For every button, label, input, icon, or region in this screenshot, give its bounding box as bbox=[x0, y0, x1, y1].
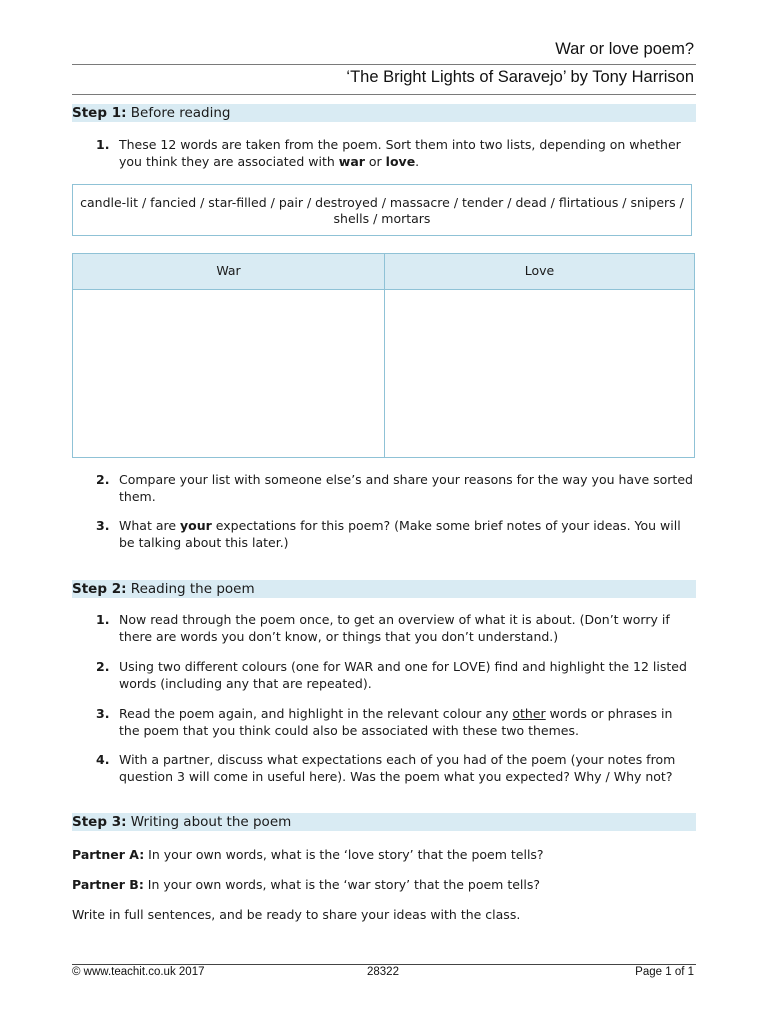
step-3-number: Step 3: bbox=[72, 814, 127, 830]
step-2-item-2 bbox=[96, 659, 696, 692]
item-text: What are your expectations for this poem? (Make some brief notes of your ideas. You will be talking about this later.) bbox=[119, 518, 681, 550]
column-divider bbox=[384, 289, 385, 457]
item-text: Now read through the poem once, to get an overview of what it is about. (Don’t worry if there are words you don’t know, or things that you don’t understand.) bbox=[119, 612, 670, 644]
item-number: 1. bbox=[96, 137, 110, 152]
page-title: War or love poem? bbox=[555, 40, 694, 58]
step-1-item-3 bbox=[96, 518, 696, 551]
item-text: Using two different colours (one for WAR and one for LOVE) find and highlight the 12 listed words (including any that are repeated). bbox=[119, 659, 687, 691]
step-2-heading bbox=[72, 580, 696, 598]
partner-a-prompt bbox=[72, 847, 696, 863]
footer-page-number: Page 1 of 1 bbox=[635, 966, 694, 978]
sorting-table bbox=[72, 253, 695, 458]
item-number: 3. bbox=[96, 706, 110, 721]
step-2-item-3 bbox=[96, 706, 696, 739]
step-1-heading bbox=[72, 104, 696, 122]
war-column-header: War bbox=[73, 254, 385, 290]
closing-instruction: Write in full sentences, and be ready to share your ideas with the class. bbox=[72, 907, 521, 922]
header-divider bbox=[72, 94, 696, 95]
partner-b-text: In your own words, what is the ‘war story’ that the poem tells? bbox=[143, 877, 541, 892]
step-1-item-2 bbox=[96, 472, 696, 505]
step-3-title: Writing about the poem bbox=[130, 814, 292, 830]
step-1-item-1 bbox=[96, 137, 696, 170]
partner-a-label: Partner A: bbox=[72, 847, 145, 862]
step-1-title: Before reading bbox=[130, 105, 231, 121]
footer-divider bbox=[72, 964, 696, 965]
item-text: These 12 words are taken from the poem. Sort them into two lists, depending on whether you think they are associated with war or love. bbox=[119, 137, 681, 169]
step-2-title: Reading the poem bbox=[130, 581, 255, 597]
step-2-item-4 bbox=[96, 752, 696, 785]
item-number: 3. bbox=[96, 518, 110, 533]
love-column-header: Love bbox=[385, 254, 694, 290]
word-list-box: candle-lit / fancied / star-filled / pair / destroyed / massacre / tender / dead / flirtatious / snipers / shells / mortars bbox=[72, 184, 692, 236]
partner-b-prompt bbox=[72, 877, 696, 893]
step-3-heading bbox=[72, 813, 696, 831]
footer-copyright: © www.teachit.co.uk 2017 bbox=[72, 966, 205, 978]
item-number: 1. bbox=[96, 612, 110, 627]
footer-code: 28322 bbox=[367, 966, 399, 978]
item-text: With a partner, discuss what expectations each of you had of the poem (your notes from question 3 will come in useful here). Was the poem what you expected? Why / Why not? bbox=[119, 752, 676, 784]
item-text: Read the poem again, and highlight in the relevant colour any other words or phrases in the poem that you think could also be associated with these two themes. bbox=[119, 706, 673, 738]
partner-a-text: In your own words, what is the ‘love story’ that the poem tells? bbox=[144, 847, 544, 862]
item-number: 2. bbox=[96, 659, 110, 674]
item-number: 2. bbox=[96, 472, 110, 487]
item-text: Compare your list with someone else’s and share your reasons for the way you have sorted them. bbox=[119, 472, 693, 504]
step-2-item-1 bbox=[96, 612, 696, 645]
step-2-number: Step 2: bbox=[72, 581, 127, 597]
item-number: 4. bbox=[96, 752, 110, 767]
step-1-number: Step 1: bbox=[72, 105, 127, 121]
header-divider bbox=[72, 64, 696, 65]
partner-b-label: Partner B: bbox=[72, 877, 144, 892]
page-subtitle: ‘The Bright Lights of Saravejo’ by Tony Harrison bbox=[346, 68, 694, 86]
